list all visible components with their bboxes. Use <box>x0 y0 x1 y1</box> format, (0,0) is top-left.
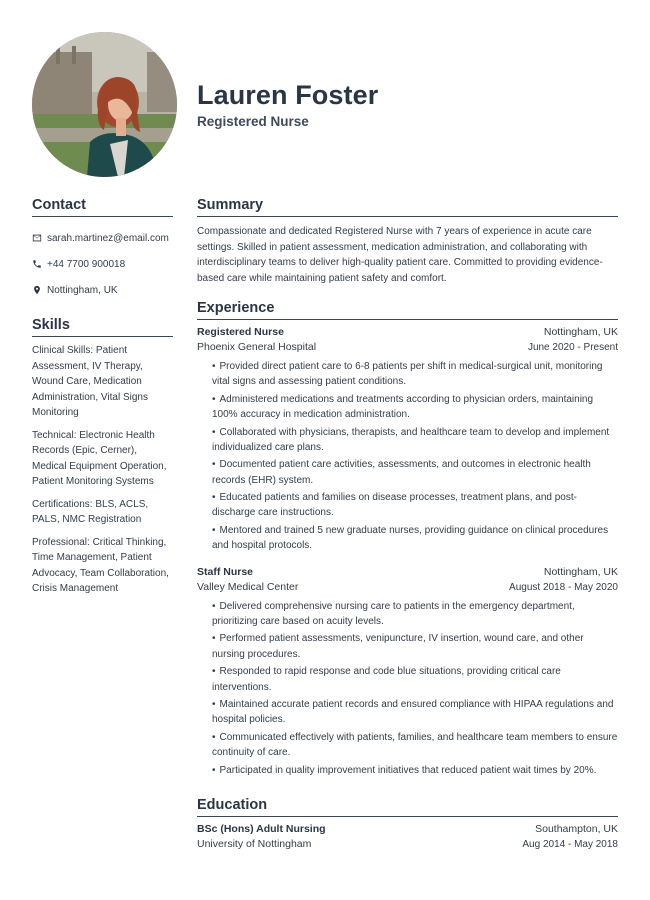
left-column <box>32 196 173 597</box>
job-entry <box>197 565 618 778</box>
job-title: Staff Nurse <box>197 565 254 578</box>
education-entry <box>197 822 618 852</box>
education-section-title: Education <box>197 796 618 817</box>
contact-location <box>32 283 173 297</box>
profile-photo <box>32 32 177 177</box>
skill-certifications: Certifications: BLS, ACLS, PALS, NMC Registration <box>32 498 149 525</box>
skill-technical: Technical: Electronic Health Records (Epic, Cerner), Medical Equipment Operation, Patient Monitoring Systems <box>32 429 167 487</box>
right-column <box>197 196 618 852</box>
header <box>197 78 378 129</box>
job-bullet: • Maintained accurate patient records and ensured compliance with HIPAA regulations and hospital policies. <box>212 697 618 728</box>
candidate-name: Lauren Foster <box>197 80 379 110</box>
summary-text: Compassionate and dedicated Registered Nurse with 7 years of experience in acute care settings. Skilled in patient assessment, medication administration, and collaborating with interdisciplinary teams to deliver high-quality patient care. Committed to providing evidence-based care while maintaining patient safety and comfort. <box>197 226 603 284</box>
contact-location-text: Nottingham, UK <box>47 284 118 296</box>
job-bullet: • Communicated effectively with patients, families, and healthcare team members to ensure continuity of care. <box>212 730 618 761</box>
contact-phone-text: +44 7700 900018 <box>47 258 126 270</box>
skill-professional: Professional: Critical Thinking, Time Management, Patient Advocacy, Team Collaboration, Crisis Management <box>32 536 169 594</box>
contact-phone[interactable] <box>32 257 173 271</box>
job-dates: June 2020 - Present <box>527 342 618 353</box>
education-degree: BSc (Hons) Adult Nursing <box>197 823 326 836</box>
skills-section-title: Skills <box>32 316 173 337</box>
education-dates: Aug 2014 - May 2018 <box>522 839 618 851</box>
job-bullet: • Performed patient assessments, venipuncture, IV insertion, wound care, and other nursing procedures. <box>212 631 618 662</box>
job-bullet: • Mentored and trained 5 new graduate nurses, providing guidance on clinical procedures and hospital protocols. <box>212 523 618 554</box>
job-bullets <box>212 599 618 778</box>
contact-email[interactable] <box>32 231 173 245</box>
skill-clinical: Clinical Skills: Patient Assessment, IV Therapy, Wound Care, Medication Administration, Vital Signs Monitoring <box>32 345 148 418</box>
job-entry <box>197 325 618 554</box>
experience-section-title: Experience <box>197 299 618 320</box>
contact-section-title: Contact <box>32 196 173 217</box>
job-bullet: • Provided direct patient care to 6-8 patients per shift in medical-surgical unit, monitoring vital signs and assessing patient conditions. <box>212 359 618 390</box>
job-location: Nottingham, UK <box>543 565 618 578</box>
job-bullet: • Documented patient care activities, assessments, and outcomes in electronic health records (EHR) system. <box>212 457 618 488</box>
job-bullet: • Responded to rapid response and code blue situations, providing critical care interventions. <box>212 664 618 695</box>
contact-email-text: sarah.martinez@email.com <box>47 232 169 244</box>
job-bullet: • Educated patients and families on disease processes, treatment plans, and post-discharge care instructions. <box>212 490 618 521</box>
job-bullet: • Administered medications and treatments according to physician orders, maintaining 100% accuracy in medication administration. <box>212 392 618 423</box>
job-bullet: • Participated in quality improvement initiatives that reduced patient wait times by 20%. <box>212 763 618 778</box>
education-school: University of Nottingham <box>197 838 312 851</box>
education-location: Southampton, UK <box>535 823 618 836</box>
location-pin-icon <box>32 285 42 295</box>
job-location: Nottingham, UK <box>543 326 618 338</box>
job-bullet: • Delivered comprehensive nursing care to patients in the emergency department, prioritizing care based on acuity levels. <box>212 599 618 630</box>
job-bullet: • Collaborated with physicians, therapists, and healthcare team to develop and implement individualized care plans. <box>212 425 618 456</box>
job-employer: Valley Medical Center <box>197 580 299 593</box>
phone-icon <box>32 259 42 269</box>
job-bullets <box>212 359 618 554</box>
mail-icon <box>32 233 42 243</box>
job-dates: August 2018 - May 2020 <box>509 581 618 593</box>
summary-section-title: Summary <box>197 196 618 217</box>
job-title: Registered Nurse <box>197 326 284 338</box>
candidate-role: Registered Nurse <box>197 114 309 129</box>
job-employer: Phoenix General Hospital <box>197 341 317 353</box>
